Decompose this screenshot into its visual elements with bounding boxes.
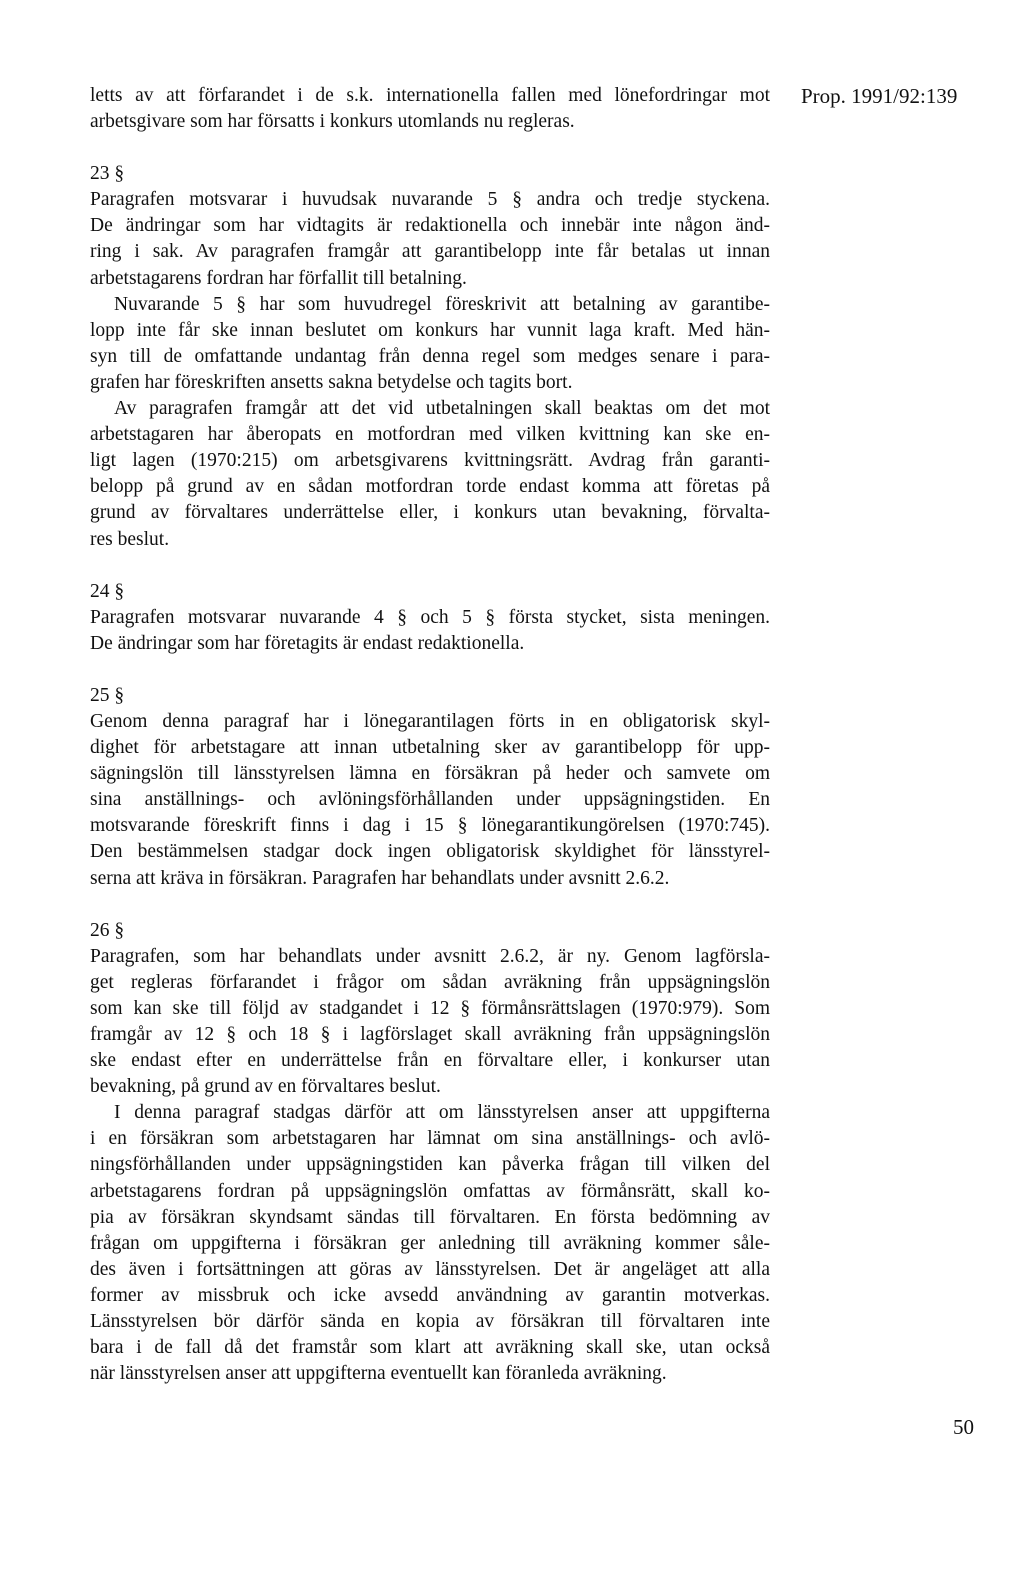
text-line: former av missbruk och icke avsedd användning av garantin motverkas.	[90, 1284, 770, 1306]
text-line: Den bestämmelsen stadgar dock ingen obligatorisk skyldighet för länsstyrel-	[90, 841, 770, 863]
text-line: sägningslön till länsstyrelsen lämna en försäkran på heder och samvete om	[90, 763, 770, 785]
text-line: grund av förvaltares underrättelse eller, i konkurs utan bevakning, förvalta-	[90, 502, 770, 524]
running-header: Prop. 1991/92:139	[801, 84, 958, 108]
text-line: Paragrafen, som har behandlats under avsnitt 2.6.2, är ny. Genom lagförsla-	[90, 945, 770, 967]
page-body	[90, 83, 770, 1387]
text-line: Paragrafen motsvarar i huvudsak nuvarande 5 § andra och tredje styckena.	[90, 189, 770, 211]
section-heading: 26 §	[90, 919, 125, 941]
text-line: Paragrafen motsvarar nuvarande 4 § och 5 § första stycket, sista meningen.	[90, 606, 770, 628]
section-24	[90, 579, 770, 657]
text-line: bevakning, på grund av en förvaltares beslut.	[90, 1076, 441, 1098]
paragraph	[90, 187, 770, 291]
text-line: i en försäkran som arbetstagaren har lämnat om sina anställnings- och avlö-	[90, 1128, 770, 1150]
section-25	[90, 683, 770, 892]
paragraph	[90, 709, 770, 892]
paragraph	[90, 1100, 770, 1387]
paragraph	[90, 605, 770, 657]
text-line: Nuvarande 5 § har som huvudregel föreskrivit att betalning av garantibe-	[114, 293, 770, 315]
text-line: ningsförhållanden under uppsägningstiden kan påverka frågan till vilken del	[90, 1154, 770, 1176]
text-line: get regleras förfarandet i frågor om sådan avräkning från uppsägningslön	[90, 971, 770, 993]
paragraph	[90, 944, 770, 1101]
section-23	[90, 161, 770, 552]
section-heading: 24 §	[90, 580, 125, 602]
text-line: som kan ske till följd av stadgandet i 12 § förmånsrättslagen (1970:979). Som	[90, 997, 770, 1019]
page-number: 50	[953, 1415, 974, 1439]
paragraph	[90, 396, 770, 553]
text-line: motsvarande föreskrift finns i dag i 15 § lönegarantikungörelsen (1970:745).	[90, 815, 770, 837]
text-line: pia av försäkran skyndsamt sändas till förvaltaren. En första bedömning av	[90, 1206, 770, 1228]
text-line: arbetstagarens fordran har förfallit till betalning.	[90, 267, 467, 289]
text-line: grafen har föreskriften ansetts sakna betydelse och tagits bort.	[90, 371, 573, 393]
text-line: De ändringar som har företagits är endast redaktionella.	[90, 632, 525, 654]
text-line: dighet för arbetstagare att innan utbetalning sker av garantibelopp för upp-	[90, 737, 770, 759]
text-line: bara i de fall då det framstår som klart att avräkning skall ske, utan också	[90, 1337, 770, 1359]
text-line: letts av att förfarandet i de s.k. internationella fallen med lönefordringar mot	[90, 85, 770, 106]
section-heading: 23 §	[90, 163, 125, 185]
intro-paragraph	[90, 83, 770, 135]
text-line: des även i fortsättningen att göras av länsstyrelsen. Det är angeläget att alla	[90, 1258, 770, 1280]
text-line: serna att kräva in försäkran. Paragrafen har behandlats under avsnitt 2.6.2.	[90, 867, 670, 889]
section-26	[90, 918, 770, 1388]
text-line: arbetstagaren har åberopats en motfordran med vilken kvittning kan ske en-	[90, 424, 770, 446]
text-line: ske endast efter en underrättelse från en förvaltare eller, i konkurser utan	[90, 1050, 770, 1072]
text-line: Länsstyrelsen bör därför sända en kopia av försäkran till förvaltaren inte	[90, 1311, 770, 1333]
text-line: framgår av 12 § och 18 § i lagförslaget skall avräkning från uppsägningslön	[90, 1024, 770, 1045]
text-line: sina anställnings- och avlöningsförhållanden under uppsägningstiden. En	[90, 789, 770, 811]
text-line: arbetstagarens fordran på uppsägningslön omfattas av förmånsrätt, skall ko-	[90, 1180, 770, 1202]
text-line: Genom denna paragraf har i lönegarantilagen förts in en obligatorisk skyl-	[90, 710, 770, 732]
text-line: frågan om uppgifterna i försäkran ger anledning till avräkning kommer såle-	[90, 1232, 770, 1254]
text-line: res beslut.	[90, 528, 170, 550]
paragraph	[90, 292, 770, 396]
text-line: I denna paragraf stadgas därför att om länsstyrelsen anser att uppgifterna	[114, 1102, 770, 1124]
text-line: arbetsgivare som har försatts i konkurs utomlands nu regleras.	[90, 111, 575, 133]
text-line: Av paragrafen framgår att det vid utbetalningen skall beaktas om det mot	[114, 398, 770, 420]
text-line: De ändringar som har vidtagits är redaktionella och innebär inte någon änd-	[90, 215, 770, 237]
text-line: syn till de omfattande undantag från denna regel som medges senare i para-	[90, 345, 770, 367]
text-line: när länsstyrelsen anser att uppgifterna eventuellt kan föranleda avräkning.	[90, 1363, 667, 1385]
text-line: belopp på grund av en sådan motfordran torde endast komma att företas på	[90, 476, 770, 498]
text-line: lopp inte får ske innan beslutet om konkurs har vunnit laga kraft. Med hän-	[90, 319, 770, 341]
text-line: ring i sak. Av paragrafen framgår att garantibelopp inte får betalas ut innan	[90, 241, 770, 263]
text-line: ligt lagen (1970:215) om arbetsgivarens kvittningsrätt. Avdrag från garanti-	[90, 450, 770, 472]
section-heading: 25 §	[90, 684, 125, 706]
